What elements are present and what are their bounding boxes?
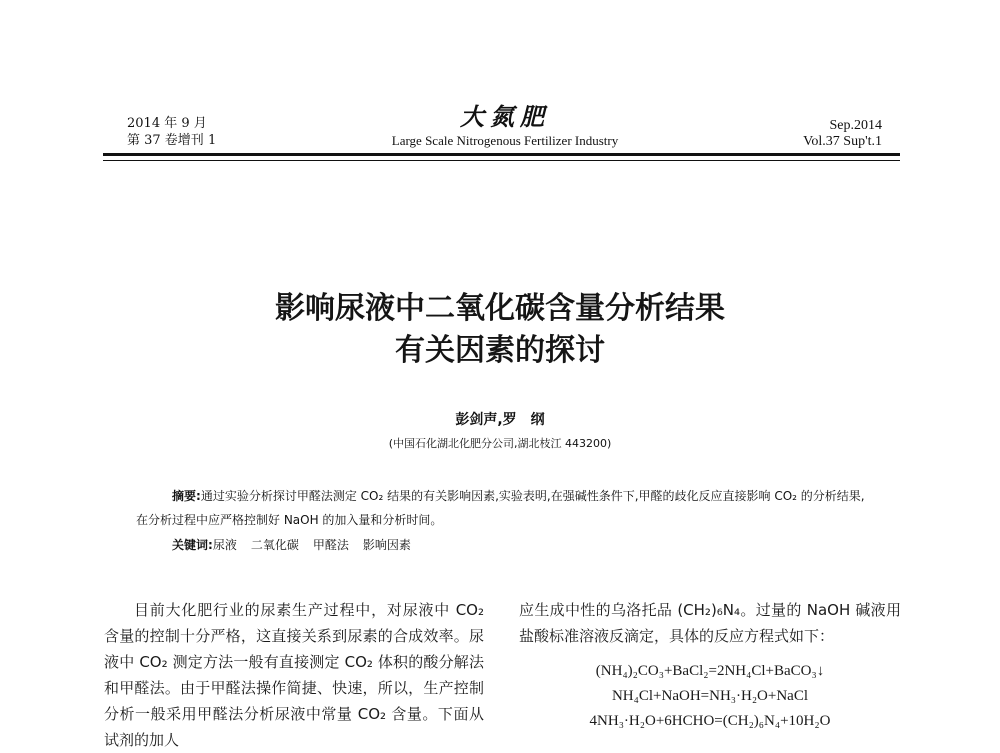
issue-date: 2014 年 9 月 xyxy=(127,116,207,131)
abstract-label: 摘要: xyxy=(172,489,201,503)
keywords xyxy=(172,536,425,553)
issue-info-english xyxy=(803,118,882,150)
issue-date-english: Sep.2014 xyxy=(829,118,882,133)
reaction-equation: (NH₄)₂CO₃+BaCl₂=2NH₄Cl+BaCO₃↓ xyxy=(595,663,825,679)
reaction-equation: NH₄Cl+NaOH=NH₃·H₂O+NaCl xyxy=(611,688,809,704)
abstract-text: 通过实验分析探讨甲醛法测定 CO₂ 结果的有关影响因素,实验表明,在强碱性条件下,甲醛的歧化反应直接影响 CO₂ 的分析结果,在分析过程中应严格控制好 NaOH 的加入量和分析时间。 xyxy=(136,489,865,527)
authors: 彭剑声,罗 纲 xyxy=(455,412,545,428)
abstract xyxy=(136,484,871,532)
keywords-label: 关键词: xyxy=(172,538,213,552)
header-rule-thin xyxy=(103,160,900,161)
keyword: 二氧化碳 xyxy=(250,538,299,552)
journal-english-name: Large Scale Nitrogenous Fertilizer Industry xyxy=(391,133,619,148)
body-left-column xyxy=(104,597,484,753)
keyword: 甲醛法 xyxy=(312,538,349,552)
header-rule-thick xyxy=(103,153,900,156)
article-title xyxy=(150,288,850,372)
keyword: 影响因素 xyxy=(362,538,411,552)
volume-english: Vol.37 Sup't.1 xyxy=(803,134,882,149)
journal-masthead xyxy=(375,103,635,149)
body-right-column xyxy=(519,597,901,734)
keyword: 尿液 xyxy=(212,538,237,552)
journal-logo: 大氮肥 xyxy=(460,102,550,131)
reaction-equation: 4NH₃·H₂O+6HCHO=(CH₂)₆N₄+10H₂O xyxy=(589,713,831,729)
body-paragraph: 目前大化肥行业的尿素生产过程中，对尿液中 CO₂ 含量的控制十分严格，这直接关系到尿素的合成效率。尿液中 CO₂ 测定方法一般有直接测定 CO₂ 体积的酸分解法和甲醛法。由于甲醛法操作简捷、快速，所以，生产控制分析一般采用甲醛法分析尿液中常量 CO₂ 含量。下面从试剂的加人 xyxy=(104,601,484,749)
title-line-1: 影响尿液中二氧化碳含量分析结果 xyxy=(275,291,725,326)
body-paragraph: 应生成中性的乌洛托品 (CH₂)₆N₄。过量的 NaOH 碱液用盐酸标准溶液反滴定，具体的反应方程式如下： xyxy=(519,601,901,645)
issue-date-block xyxy=(127,115,216,149)
affiliation: (中国石化湖北化肥分公司,湖北枝江 443200) xyxy=(388,437,612,450)
title-line-2: 有关因素的探讨 xyxy=(395,333,605,368)
volume-issue: 第 37 卷增刊 1 xyxy=(127,133,217,148)
